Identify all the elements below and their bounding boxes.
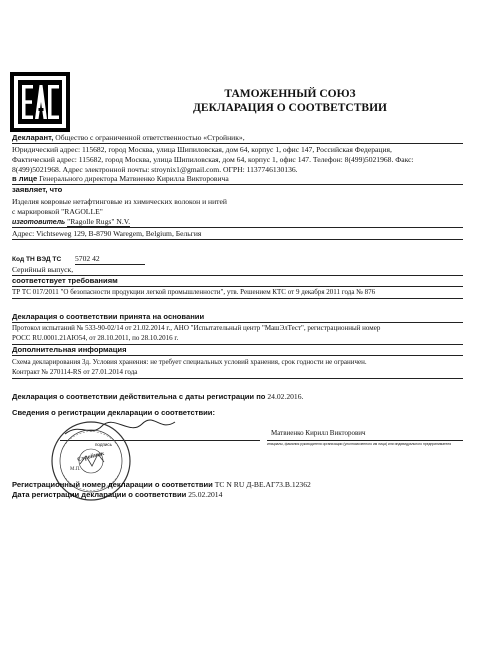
validity-value: 24.02.2016. [267,392,304,401]
reg-date-label: Дата регистрации декларации о соответствии [12,490,187,499]
divider [12,355,463,356]
reg-date-value: 25.02.2014 [188,490,223,499]
reg-number-label: Регистрационный номер декларации о соответствии [12,480,213,489]
declares-label: заявляет, что [12,185,63,194]
eac-logo [10,72,70,132]
manufacturer-address: Адрес: Vichtseweg 129, B-8790 Waregem, Belgium, Бельгия [12,229,202,238]
legal-address: Юридический адрес: 115682, город Москва, улица Шипиловская, дом 64, корпус 1, офис 147, Российская Федерация, [12,145,392,154]
registration-info-label: Сведения о регистрации декларации о соответствии: [12,408,215,417]
divider [12,298,463,299]
signature-caption-left: подпись [95,442,113,447]
additional-label: Дополнительная информация [12,345,127,354]
actual-address: Фактический адрес: 115682, город Москва, улица Шипиловская, дом 64, корпус 1, офис 147. Телефон: 8(499)5021968. Факс: [12,155,414,164]
signature-caption-right: инициалы, фамилия руководителя организации (уполномоченного им лица) или индивидуального предпринимателя [267,442,452,446]
stamp-mp: М.П. [70,467,81,472]
divider [12,184,463,185]
product-line-1: Изделия ковровые нетафтинговые из химических волокон и нитей [12,197,227,206]
requirements-label: соответствует требованиям [12,276,118,285]
divider [12,143,463,144]
signature-line-right [267,440,463,441]
reg-number-line [12,480,311,490]
eac-logo-icon [10,72,70,132]
requirements-value: ТР ТС 017/2011 "О безопасности продукции легкой промышленности", утв. Решением КТС от 9 декабря 2011 года № 876 [12,288,376,296]
declarant-label: Декларант, [12,133,54,142]
additional-line-1: Схема декларирования 3д. Условия хранения: не требует специальных условий хранения, срок годности не ограничен. [12,358,367,366]
additional-line-2: Контракт № 270114-RS от 27.01.2014 года [12,368,138,376]
header-subtitle: ДЕКЛАРАЦИЯ О СООТВЕТСТВИИ [193,102,387,114]
serial-label: Серийный выпуск, [12,265,74,274]
reg-number-value: ТС N RU Д-BE.АГ73.В.12362 [214,480,311,489]
validity-label: Декларация о соответствии действительна с даты регистрации по [12,392,266,401]
validity-line [12,392,303,402]
in-person-value: Генерального директора Матвиенко Кирилла Викторовича [39,174,229,183]
divider [12,322,463,323]
divider [12,227,463,228]
declarant-name: Общество с ограниченной ответственностью «Стройник», [55,133,245,142]
divider [12,239,463,240]
product-line-2: с маркировкой "RAGOLLE" [12,207,103,216]
manufacturer-label: изготовитель [12,219,66,226]
code-value: 5702 42 [75,254,145,265]
contacts: 8(499)5021968. Адрес электронной почты: stroynix1@gmail.com. ОГРН: 1137746130136. [12,165,298,174]
divider [12,286,463,287]
in-person-line [12,174,229,184]
basis-line-2: РОСС RU.0001.21АЮ54, от 28.10.2011, по 28.10.2016 г. [12,334,179,342]
basis-line-1: Протокол испытаний № 533-90-02/14 от 21.02.2014 г., АНО "Испытательный центр "МашЭлТест", регистрационный номер [12,324,381,332]
stamp-text: Стройник [76,450,105,464]
divider [12,378,463,379]
basis-label: Декларация о соответствии принята на основании [12,312,205,321]
header-title: ТАМОЖЕННЫЙ СОЮЗ [224,88,356,100]
manufacturer-value: "Ragolle Rugs" N.V. [67,217,131,226]
reg-date-line [12,490,222,500]
signer-name: Матвиенко Кирилл Викторович [271,429,366,437]
in-person-label: в лице [12,174,38,183]
code-label: Код ТН ВЭД ТС [12,256,62,263]
declarant-line [12,133,245,143]
